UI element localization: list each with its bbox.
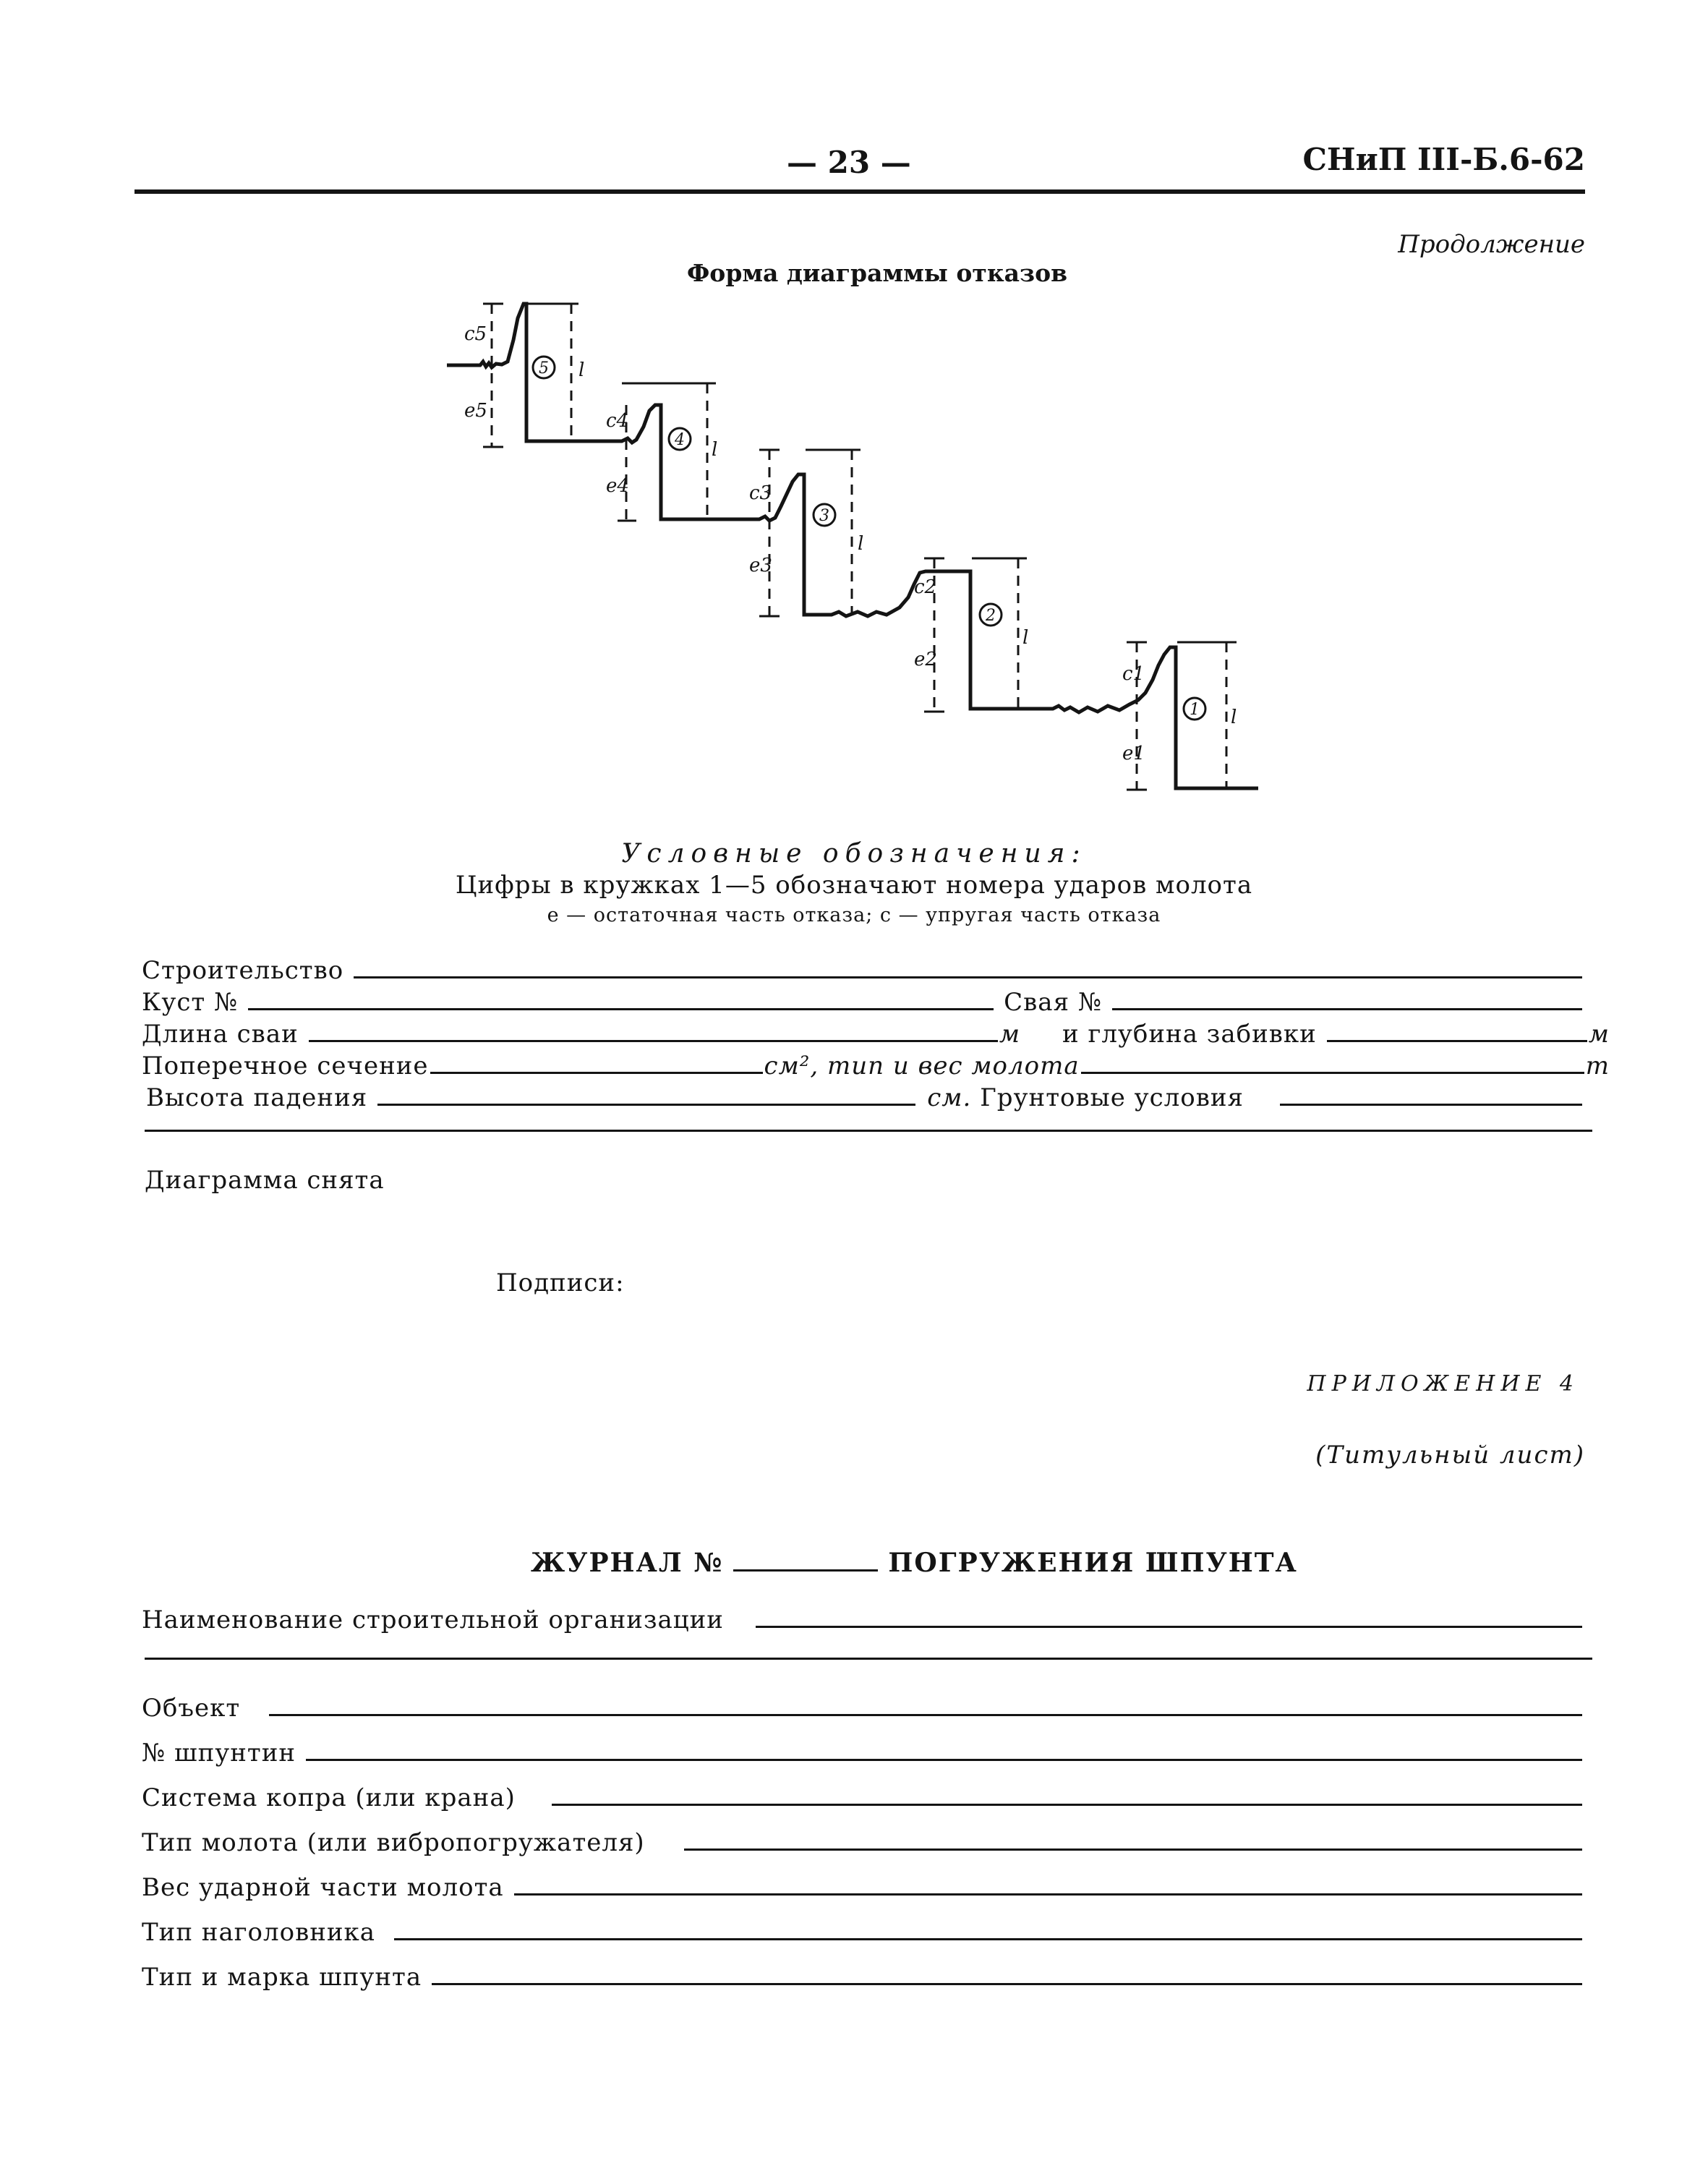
diagram-title: Форма диаграммы отказов [687,259,1068,287]
bush-number-field[interactable] [248,1008,994,1010]
journal-title [531,1548,1298,1578]
journal-row-organization [142,1606,1592,1634]
blow-2-c-label: c2 [914,576,937,598]
header-rule [134,189,1585,194]
pile-length-row [142,1020,1610,1049]
hammer-type-weight-field[interactable] [1081,1072,1584,1074]
cross-section-field[interactable] [430,1072,763,1074]
blow-5-c-label: c5 [464,323,487,345]
cross-section-unit-hammer-label: см², тип и вес молота [764,1052,1080,1080]
document-code: СНиП III-Б.6-62 [1302,142,1585,177]
journal-row-pile-driver [142,1783,1592,1812]
driving-depth-field[interactable] [1327,1040,1587,1042]
journal-field-label: Наименование строительной организации [142,1606,724,1634]
blow-1-dimensions [1122,642,1237,790]
pile-length-unit: м [999,1020,1021,1049]
blow-3-l-label: l [858,533,864,555]
blow-5-dimensions [464,304,584,447]
bush-pile-row [142,988,1592,1017]
blow-1-number: 1 [1190,701,1200,719]
drop-height-field[interactable] [377,1104,915,1106]
construction-label: Строительство [142,956,344,985]
blow-3-dimensions [749,450,863,616]
ram-weight-field[interactable] [514,1893,1582,1896]
blow-1-e-label: e1 [1122,743,1145,764]
blow-3-number: 3 [819,507,829,525]
object-field[interactable] [269,1714,1582,1716]
blow-5-l-label: l [578,359,585,381]
blow-1-c-label: c1 [1122,663,1145,685]
sheet-pile-type-field[interactable] [432,1983,1582,1985]
hammer-weight-unit: т [1585,1052,1610,1080]
blow-4-number: 4 [675,431,685,449]
blow-4-l-label: l [712,439,718,461]
journal-row-hammer-type [142,1828,1592,1857]
pile-number-field[interactable] [1112,1008,1582,1010]
organization-continuation-line[interactable] [145,1658,1592,1660]
journal-row-object [142,1694,1592,1723]
blow-2-e-label: e2 [914,649,937,670]
journal-field-label: Вес ударной части молота [142,1873,504,1902]
continuation-note: Продолжение [1398,230,1585,259]
signatures-label: Подписи: [496,1268,625,1297]
driving-depth-unit: м [1588,1020,1610,1049]
legend-e-c-definition: e — остаточная часть отказа; c — упругая часть отказа [547,904,1161,926]
journal-field-label: № шпунтин [142,1739,296,1767]
journal-row-sheet-pile-type [142,1963,1592,1992]
blow-5-number: 5 [539,359,549,378]
blow-2-l-label: l [1022,627,1029,649]
journal-field-label: Тип и марка шпунта [142,1963,422,1992]
pile-length-field[interactable] [309,1040,998,1042]
bush-label: Куст № [142,988,239,1017]
appendix-heading: ПРИЛОЖЕНИЕ 4 [1307,1371,1579,1396]
pile-driver-field[interactable] [552,1804,1582,1806]
blow-4-e-label: e4 [606,475,629,497]
soil-conditions-field[interactable] [1280,1104,1582,1106]
drop-height-row [146,1083,1592,1112]
blow-3-c-label: c3 [749,482,772,504]
drop-height-label: Высота падения [146,1083,368,1112]
legend-title: Условные обозначения: [621,839,1087,869]
pile-label: Свая № [1004,988,1102,1017]
journal-number-field[interactable] [733,1569,878,1572]
journal-field-label: Тип молота (или вибропогружателя) [142,1828,645,1857]
blow-4-c-label: c4 [606,410,629,432]
blow-1-l-label: l [1231,707,1237,728]
blow-2-number: 2 [986,607,996,625]
blow-5-e-label: e5 [464,400,487,422]
construction-row [142,956,1592,985]
page-number: — 23 — [787,145,911,180]
pile-length-label: Длина сваи [142,1020,299,1049]
construction-field[interactable] [354,976,1582,978]
journal-field-label: Тип наголовника [142,1918,376,1947]
cap-type-field[interactable] [394,1938,1582,1940]
blow-3-e-label: e3 [749,555,772,576]
journal-row-sheet-pile-number [142,1739,1592,1767]
organization-field[interactable] [756,1626,1582,1628]
diagram-taken-label: Диаграмма снята [145,1166,385,1195]
driving-depth-label: и глубина забивки [1062,1020,1317,1049]
legend-circled-numbers: Цифры в кружках 1—5 обозначают номера ударов молота [455,871,1253,900]
cross-section-row [142,1052,1610,1080]
sheet-pile-number-field[interactable] [306,1759,1582,1761]
journal-field-label: Система копра (или крана) [142,1783,516,1812]
cross-section-label: Поперечное сечение [142,1052,429,1080]
refusal-diagram [434,289,1280,810]
soil-conditions-continuation-line[interactable] [145,1130,1592,1132]
journal-title-prefix: ЖУРНАЛ № [531,1548,724,1578]
journal-row-cap-type [142,1918,1592,1947]
journal-row-ram-weight [142,1873,1592,1902]
drop-height-unit: см. [927,1083,972,1112]
journal-title-suffix: ПОГРУЖЕНИЯ ШПУНТА [888,1548,1298,1578]
hammer-type-field[interactable] [684,1848,1582,1851]
journal-field-label: Объект [142,1694,241,1723]
soil-conditions-label: Грунтовые условия [980,1083,1244,1112]
title-page-note: (Титульный лист) [1315,1441,1585,1470]
